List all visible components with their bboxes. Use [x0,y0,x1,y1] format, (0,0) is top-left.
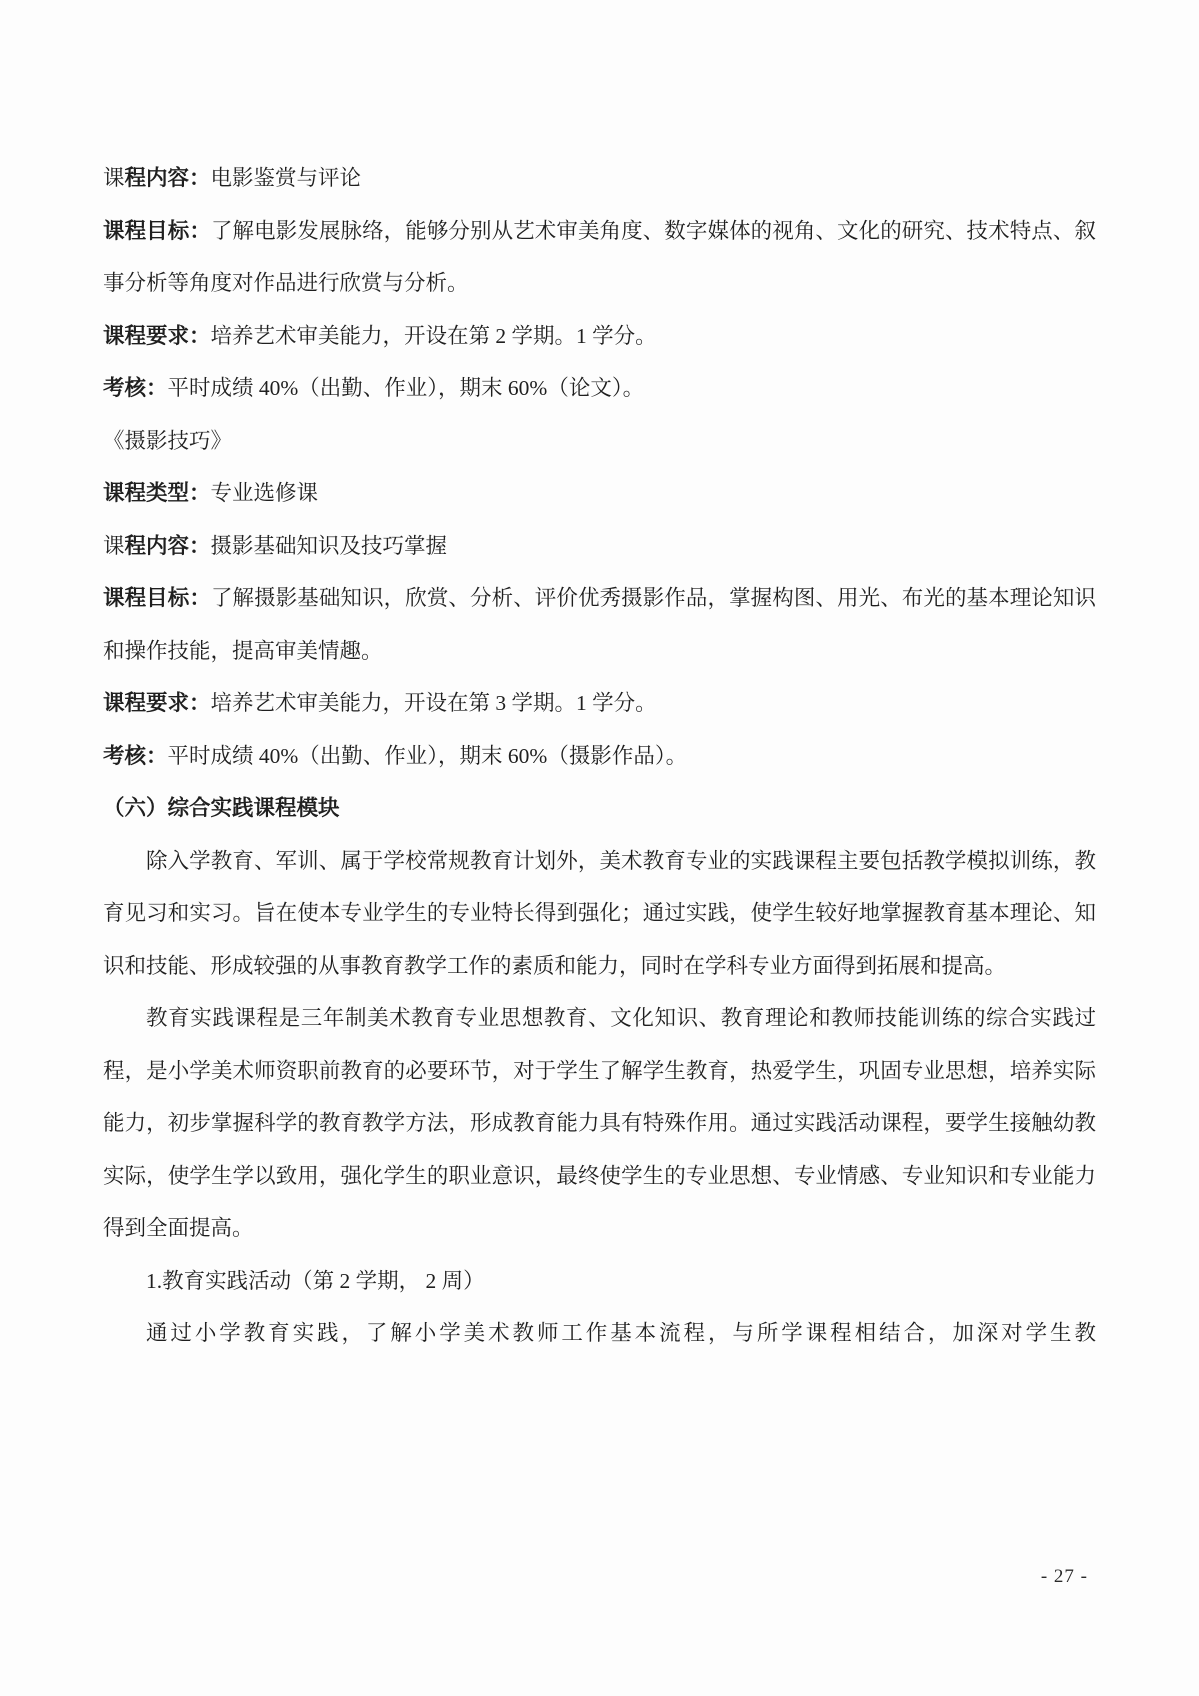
section6-item1-title: 1.教育实践活动（第 2 学期， 2 周） [146,1268,485,1293]
section6-paragraph-1: 除入学教育、军训、属于学校常规教育计划外，美术教育专业的实践课程主要包括教学模拟训练，教育见习和实习。旨在使本专业学生的专业特长得到强化；通过实践，使学生较好地掌握教育基本理论、知识和技能、形成较强的从事教育教学工作的素质和能力，同时在学科专业方面得到拓展和提高。 [103,848,1096,978]
course1-objective-row [103,205,1096,310]
course1-assessment-row [103,362,1096,415]
field-value: 平时成绩 40%（出勤、作业），期末 60%（论文）。 [167,376,645,400]
field-label: 课程目标： [103,586,211,610]
course2-content-row [103,520,1096,573]
field-label: 程内容： [124,533,211,558]
field-label-prefix: 课 [103,533,125,558]
field-value: 了解摄影基础知识，欣赏、分析、评价优秀摄影作品，掌握构图、用光、布光的基本理论知识和操作技能，提高审美情趣。 [103,586,1096,663]
field-value: 了解电影发展脉络，能够分别从艺术审美角度、数字媒体的视角、文化的研究、技术特点、叙事分析等角度对作品进行欣赏与分析。 [103,218,1096,295]
course2-title [103,415,1096,468]
field-value: 摄影基础知识及技巧掌握 [210,533,448,558]
field-value: 培养艺术审美能力，开设在第 2 学期。1 学分。 [210,323,657,348]
field-label: 考核： [103,376,168,400]
course-title-text: 《摄影技巧》 [103,428,233,453]
field-label: 程内容： [124,166,211,190]
section6-item1-paragraph: 通过小学教育实践，了解小学美术教师工作基本流程，与所学课程相结合，加深对学生教 [146,1321,1096,1345]
field-label: 课程要求： [103,323,211,348]
field-label: 课程目标： [103,218,211,243]
course1-requirement-row [103,310,1096,363]
field-value: 平时成绩 40%（出勤、作业），期末 60%（摄影作品）。 [167,743,688,768]
field-value: 电影鉴赏与评论 [210,166,362,190]
field-label: 课程类型： [103,481,211,505]
course1-content-row [103,152,1096,205]
document-body [103,152,1096,1360]
course2-type-row [103,467,1096,520]
course2-assessment-row [103,730,1096,783]
field-label: 考核： [103,743,168,768]
section6-paragraph-2: 教育实践课程是三年制美术教育专业思想教育、文化知识、教育理论和教师技能训练的综合实践过程，是小学美术师资职前教育的必要环节，对于学生了解学生教育，热爱学生，巩固专业思想，培养实际能力，初步掌握科学的教育教学方法，形成教育能力具有特殊作用。通过实践活动课程，要学生接触幼教实际，使学生学以致用，强化学生的职业意识，最终使学生的专业思想、专业情感、专业知识和专业能力得到全面提高。 [103,1006,1096,1240]
field-label-prefix: 课 [103,166,125,190]
section6-heading: （六）综合实践课程模块 [103,796,340,820]
field-label: 课程要求： [103,691,211,715]
page-number: - 27 - [1040,1566,1088,1587]
course2-objective-row [103,572,1096,677]
field-value: 培养艺术审美能力，开设在第 3 学期。1 学分。 [210,691,657,715]
field-value: 专业选修课 [210,481,319,505]
course2-requirement-row [103,677,1096,730]
